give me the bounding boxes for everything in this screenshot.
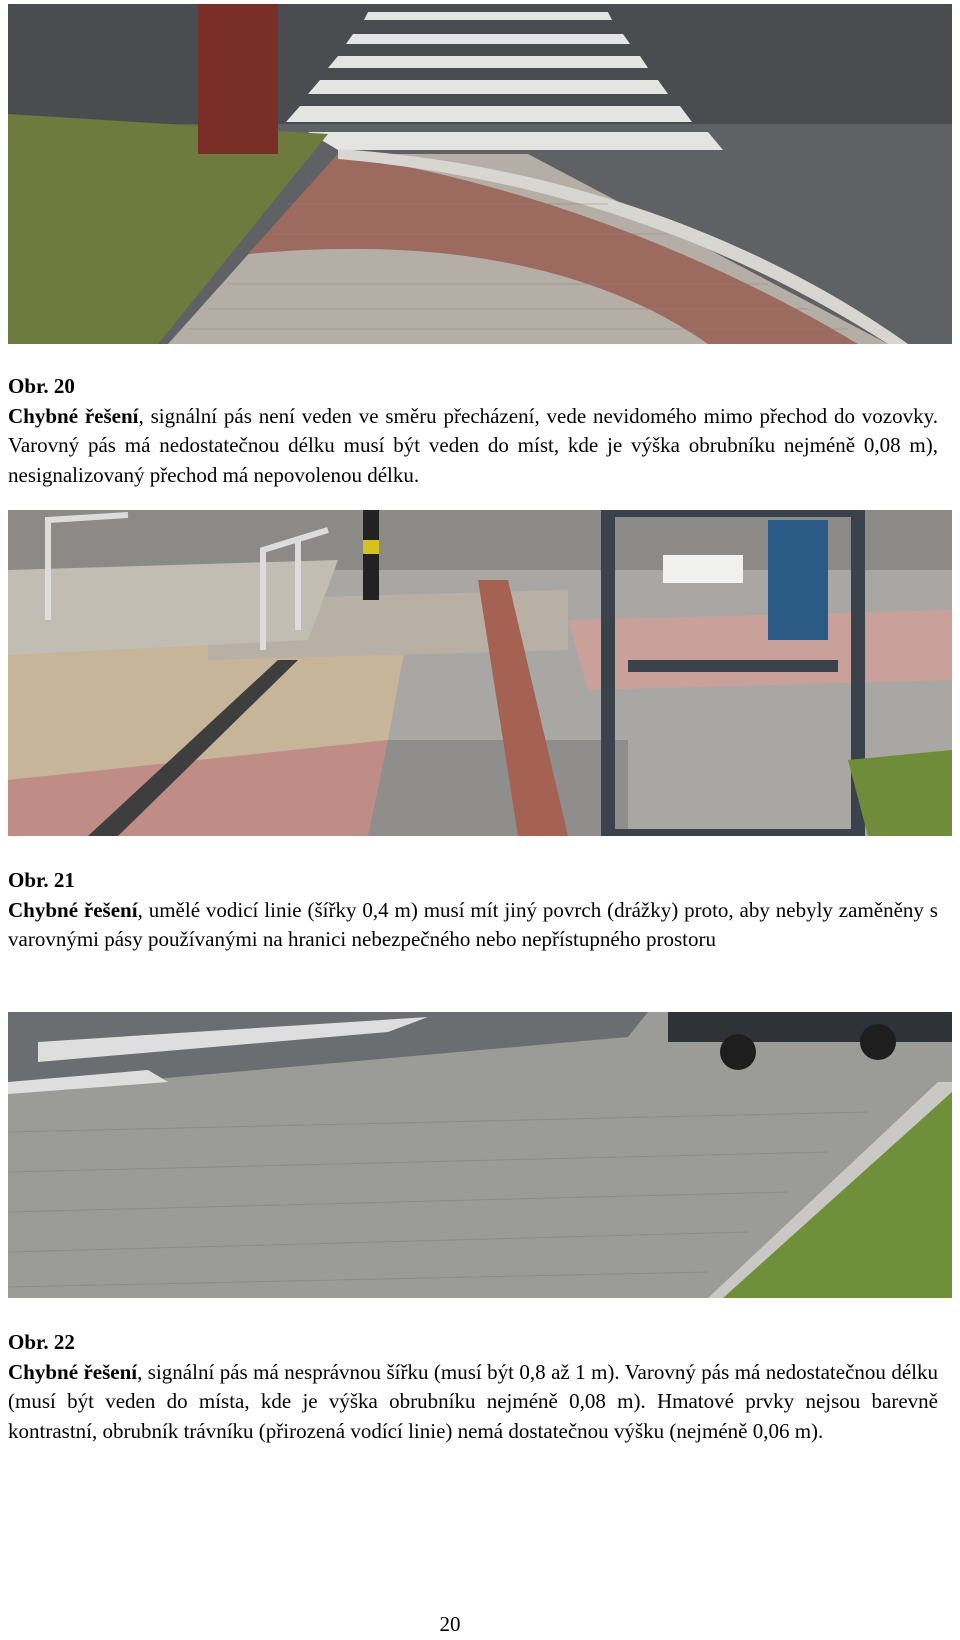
figure-number: Obr. 22: [8, 1330, 75, 1354]
caption-lead: Chybné řešení: [8, 1359, 138, 1384]
caption-obr-22: [8, 1328, 938, 1446]
caption-text: [8, 402, 938, 491]
caption-lead: Chybné řešení: [8, 403, 139, 428]
photo-obr-21: [8, 510, 952, 836]
caption-text: [8, 1358, 938, 1447]
caption-body: , signální pás má nesprávnou šířku (musí být 0,8 až 1 m). Varovný pás má nedostatečnou délku (musí být veden do místa, kde je výška obrubníku nejméně 0,08 m). Hmatové prvky nejsou barevně kontrastní, obrubník trávníku (přirozená vodící linie) nemá dostatečnou výšku (nejméně 0,06 m).: [8, 1359, 938, 1443]
photo-obr-20: [8, 4, 952, 344]
caption-lead: Chybné řešení: [8, 897, 138, 922]
caption-body: , umělé vodicí linie (šířky 0,4 m) musí mít jiný povrch (drážky) proto, aby nebyly zaměněny s varovnými pásy používanými na hranici nebezpečného nebo nepřístupného prostoru: [8, 897, 938, 951]
caption-text: [8, 896, 938, 955]
caption-obr-21: [8, 866, 938, 955]
figure-number: Obr. 20: [8, 374, 75, 398]
caption-obr-20: [8, 372, 938, 490]
photo-obr-22: [8, 1012, 952, 1298]
page-number: 20: [439, 1612, 461, 1636]
figure-number: Obr. 21: [8, 868, 75, 892]
caption-body: , signální pás není veden ve směru přecházení, vede nevidomého mimo přechod do vozovky. Varovný pás má nedostatečnou délku musí být veden do míst, kde je výška obrubníku nejméně 0,08 m), nesignalizovaný přechod má nepovolenou délku.: [8, 403, 938, 487]
